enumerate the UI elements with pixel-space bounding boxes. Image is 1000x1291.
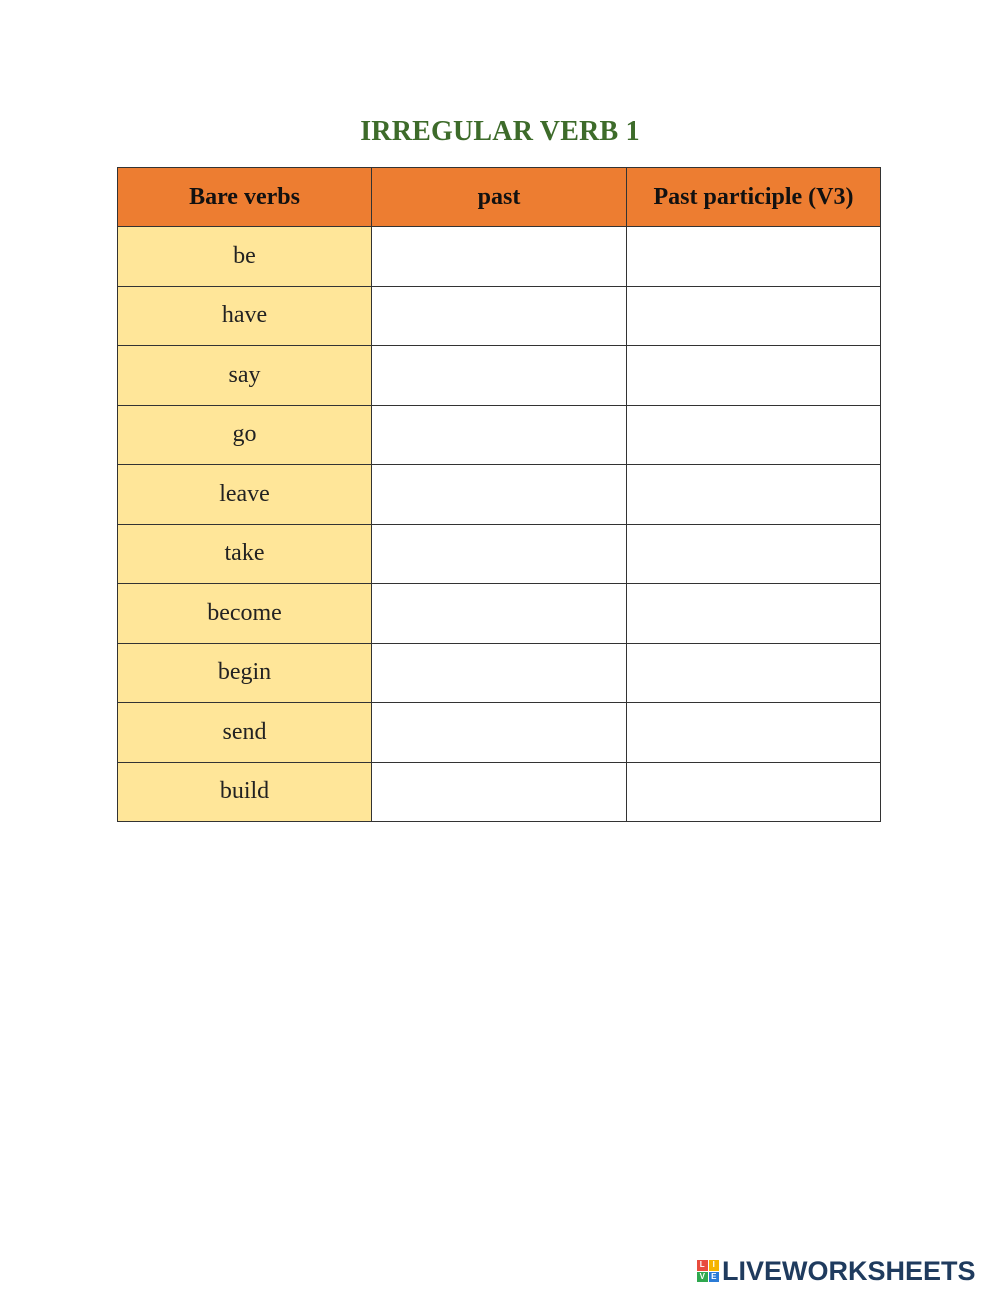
table-row [118, 762, 881, 822]
participle-answer-cell[interactable] [627, 227, 881, 287]
past-answer-cell[interactable] [372, 703, 627, 763]
participle-answer-cell[interactable] [627, 703, 881, 763]
table-row [118, 524, 881, 584]
bare-verb-cell: begin [118, 643, 372, 703]
column-header-past: past [372, 168, 627, 227]
participle-answer-cell[interactable] [627, 524, 881, 584]
bare-verb-cell: send [118, 703, 372, 763]
bare-verb-cell: build [118, 762, 372, 822]
table-row [118, 465, 881, 525]
participle-answer-cell[interactable] [627, 346, 881, 406]
bare-verb-cell: take [118, 524, 372, 584]
past-answer-cell[interactable] [372, 286, 627, 346]
logo-letter-v: V [697, 1272, 708, 1283]
irregular-verb-table [117, 167, 881, 822]
worksheet-title: IRREGULAR VERB 1 [360, 116, 640, 147]
participle-answer-cell[interactable] [627, 465, 881, 525]
bare-verb-cell: go [118, 405, 372, 465]
logo-letter-e: E [709, 1272, 720, 1283]
table-row [118, 227, 881, 287]
participle-answer-cell[interactable] [627, 286, 881, 346]
past-answer-cell[interactable] [372, 227, 627, 287]
bare-verb-cell: have [118, 286, 372, 346]
past-answer-cell[interactable] [372, 524, 627, 584]
past-answer-cell[interactable] [372, 584, 627, 644]
table-row [118, 703, 881, 763]
past-answer-cell[interactable] [372, 465, 627, 525]
table-row [118, 405, 881, 465]
logo-wordmark: LIVEWORKSHEETS [722, 1255, 976, 1286]
logo-letter-l: L [697, 1260, 708, 1271]
logo-letter-i: I [709, 1260, 720, 1271]
bare-verb-cell: be [118, 227, 372, 287]
past-answer-cell[interactable] [372, 405, 627, 465]
table-header-row [118, 168, 881, 227]
column-header-bare-verbs: Bare verbs [118, 168, 372, 227]
liveworksheets-logo [697, 1254, 976, 1288]
liveworksheets-logo-icon [697, 1260, 719, 1282]
table-row [118, 643, 881, 703]
participle-answer-cell[interactable] [627, 762, 881, 822]
table-row [118, 584, 881, 644]
bare-verb-cell: become [118, 584, 372, 644]
past-answer-cell[interactable] [372, 643, 627, 703]
table-row [118, 346, 881, 406]
participle-answer-cell[interactable] [627, 643, 881, 703]
bare-verb-cell: say [118, 346, 372, 406]
past-answer-cell[interactable] [372, 762, 627, 822]
past-answer-cell[interactable] [372, 346, 627, 406]
participle-answer-cell[interactable] [627, 405, 881, 465]
table-row [118, 286, 881, 346]
bare-verb-cell: leave [118, 465, 372, 525]
participle-answer-cell[interactable] [627, 584, 881, 644]
column-header-past-participle: Past participle (V3) [627, 168, 881, 227]
